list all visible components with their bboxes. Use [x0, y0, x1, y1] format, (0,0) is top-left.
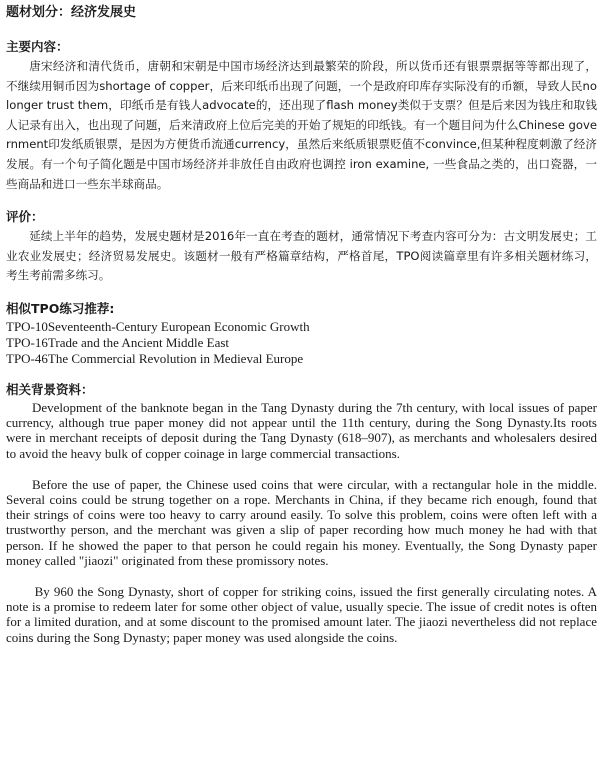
main-content-section [6, 38, 597, 194]
background-paragraph: By 960 the Song Dynasty, short of copper for striking coins, issued the first generally circulating notes. A note is a promise to redeem later for some other object of value, usually specie. The issue of credit notes is often for a limited duration, and at some discount to the promised amount later. The jiaozi nevertheless did not replace coins during the Song Dynasty; paper money was used alongside the coins. [6, 583, 597, 645]
tpo-item: TPO-46The Commercial Revolution in Medieval Europe [6, 350, 304, 366]
evaluation-heading: 评价： [6, 209, 44, 225]
background-paragraph: Development of the banknote began in the Tang Dynasty during the 7th century, with local issues of paper currency, although true paper money did not appear until the 11th century, during the Song Dynasty.Its roots were in merchant receipts of deposit during the Tang Dynasty (618–907), as merchants and wholesalers desired to avoid the heavy bulk of copper coinage in large commercial transactions. [6, 399, 597, 461]
page-title: 题材划分：经济发展史 [6, 5, 137, 20]
tpo-item: TPO-16Trade and the Ancient Middle East [6, 334, 230, 350]
background-heading: 相关背景资料： [6, 381, 94, 397]
similar-tpo-section [6, 300, 597, 367]
tpo-item: TPO-10Seventeenth-Century European Economic Growth [6, 318, 310, 334]
background-paragraph: Before the use of paper, the Chinese used coins that were circular, with a rectangular hole in the middle. Several coins could be strung together on a rope. Merchants in China, if they became rich enough, found that their strings of coins were too heavy to carry around easily. To solve this problem, coins were often left with a trustworthy person, and the merchant was given a slip of paper recording how much money he had with that person. If he showed the paper to that person he could regain his money. Eventually, the Song Dynasty paper money called "jiaozi" originated from these promissory notes. [6, 476, 597, 568]
main-content-body: 唐宋经济和清代货币，唐朝和宋朝是中国市场经济达到最繁荣的阶段，所以货币还有银票票据等等都出现了，不继续用铜币因为shortage of copper，后来印纸币出现了问题，一个是政府印库存实际没有的币额，导致人民no longer trust them，印纸币是有钱人advocate的，还出现了flash money类似于支票？但是后来因为钱庄和取钱人记录有出入，也出现了问题，后来清政府上位后完美的开始了规矩的印纸钱。有一个题目问为什么Chinese government印发纸质银票，是因为方便货币流通currency，虽然后来纸质银票贬值不convince,但某种程度刺激了经济发展。有一个句子简化题是中国市场经济并非放任自由政府也调控 iron examine, 一些食品之类的，出口瓷器，一些商品和进口一些东半球商品。 [6, 59, 597, 191]
evaluation-body: 延续上半年的趋势，发展史题材是2016年一直在考查的题材，通常情况下考查内容可分为：古文明发展史；工业农业发展史；经济贸易发展史。该题材一般有严格篇章结构，严格首尾，TPO阅读篇章里有许多相关题材练习，考生考前需多练习。 [6, 229, 597, 283]
evaluation-section [6, 208, 597, 286]
background-section [6, 381, 597, 645]
main-content-heading: 主要内容： [6, 39, 69, 54]
similar-tpo-heading: 相似TPO练习推荐: [6, 300, 115, 316]
tpo-list [6, 319, 597, 367]
